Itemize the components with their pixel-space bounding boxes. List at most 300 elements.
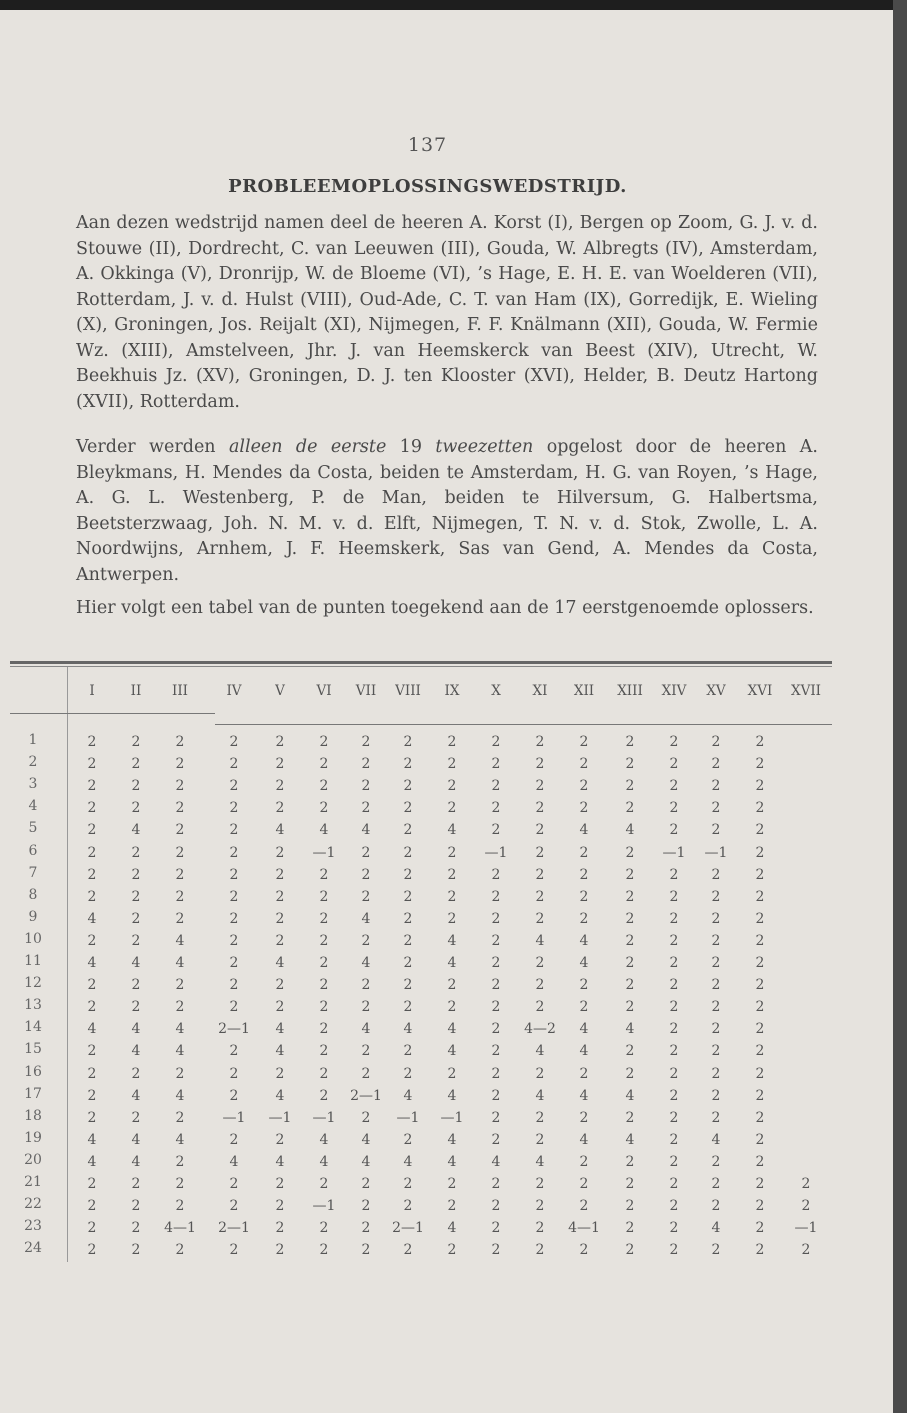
table-cell: 2 <box>229 999 239 1016</box>
table-cell: 2 <box>669 1176 679 1192</box>
table-cell: 2 <box>361 1043 371 1060</box>
table-cell: 2 <box>579 1198 589 1215</box>
table-cell: 2 <box>175 734 185 750</box>
table-cell: 2 <box>229 1242 239 1259</box>
table-cell: 2 <box>87 1109 97 1126</box>
table-cell: 2 <box>491 800 501 817</box>
row-label: 21 <box>24 1174 42 1190</box>
table-cell: 2 <box>669 1131 679 1148</box>
table-cell: 2 <box>229 734 239 750</box>
table-cell: 2 <box>87 822 97 839</box>
table-cell: 2 <box>491 1021 501 1038</box>
table-cell: 2 <box>579 1109 589 1126</box>
row-label: 7 <box>28 864 38 881</box>
table-cell: 2 <box>175 1198 185 1215</box>
table-cell: 2 <box>87 844 97 861</box>
table-cell: 2 <box>755 844 765 861</box>
table-cell: 4 <box>361 910 371 927</box>
table-cell: 2 <box>87 800 97 817</box>
table-cell: 2 <box>447 734 457 750</box>
table-cell: 4 <box>361 1021 371 1038</box>
table-cell: 2 <box>403 910 413 927</box>
table-cell: 2 <box>275 1198 285 1215</box>
table-cell: 2 <box>229 1087 239 1104</box>
table-cell: 2—1 <box>218 1220 250 1237</box>
table-cell: 2 <box>755 778 765 795</box>
table-cell: 2 <box>275 999 285 1016</box>
table-cell: 2 <box>491 1131 501 1148</box>
table-cell: 2 <box>579 1153 589 1170</box>
row-label: 18 <box>24 1107 42 1124</box>
row-label: 23 <box>24 1218 42 1235</box>
table-cell: 2 <box>625 866 635 883</box>
table-cell: 4 <box>447 1087 457 1104</box>
table-cell: 2 <box>131 1109 141 1126</box>
table-cell: 4 <box>447 1043 457 1060</box>
table-cell: 2 <box>361 1176 371 1192</box>
table-cell: 2 <box>361 1065 371 1082</box>
table-cell: 2 <box>669 1021 679 1038</box>
table-cell: —1 <box>312 1109 336 1126</box>
table-cell: 4 <box>275 1021 285 1038</box>
table-cell: 4 <box>403 1021 413 1038</box>
table-cell: 2 <box>447 1242 457 1259</box>
table-cell: 2 <box>491 999 501 1016</box>
table-cell: 2 <box>669 866 679 883</box>
table-cell: 4 <box>535 1043 545 1060</box>
table-cell: 2 <box>625 1153 635 1170</box>
table-cell: 2 <box>361 999 371 1016</box>
table-cell: 2 <box>175 1176 185 1192</box>
table-cell: 4 <box>711 1220 721 1237</box>
table-cell: 2 <box>87 1198 97 1215</box>
table-cell: 2 <box>491 866 501 883</box>
table-cell: 2 <box>403 1043 413 1060</box>
table-cell: 2 <box>711 888 721 905</box>
table-cell: 2 <box>87 734 97 750</box>
table-cell: 2 <box>755 1131 765 1148</box>
table-cell: 2 <box>175 999 185 1016</box>
table-cell: 4 <box>175 1043 185 1060</box>
table-cell: 2 <box>755 1109 765 1126</box>
table-cell: 4 <box>711 1131 721 1148</box>
table-cell: 2 <box>229 955 239 971</box>
table-cell: 4 <box>275 1043 285 1060</box>
table-cell: 2 <box>447 999 457 1016</box>
row-label: 16 <box>24 1063 42 1080</box>
table-cell: 2 <box>579 866 589 883</box>
table-cell: 4 <box>131 1131 141 1148</box>
table-cell: 4 <box>175 1021 185 1038</box>
row-label: 17 <box>24 1085 42 1102</box>
table-cell: 2 <box>535 1109 545 1126</box>
page-heading: PROBLEEMOPLOSSINGSWEDSTRIJD. <box>228 176 627 197</box>
table-cell: 2 <box>491 1220 501 1237</box>
table-cell: 2 <box>535 1242 545 1259</box>
table-cell: 4 <box>447 1021 457 1038</box>
table-cell: 2 <box>711 1242 721 1259</box>
table-cell: 2 <box>669 756 679 773</box>
table-cell: 2 <box>711 1109 721 1126</box>
table-cell: 2 <box>87 1220 97 1237</box>
table-cell: 4 <box>579 955 589 971</box>
table-cell: 2 <box>319 1176 329 1192</box>
table-cell: 2 <box>755 1153 765 1170</box>
table-cell: 2 <box>131 910 141 927</box>
table-cell: 2 <box>403 999 413 1016</box>
scan-right-border <box>893 0 907 1413</box>
table-cell: 2 <box>403 1176 413 1192</box>
table-cell: 2 <box>755 1065 765 1082</box>
table-cell: 4 <box>131 1021 141 1038</box>
column-header: XIV <box>661 683 687 699</box>
table-cell: 2 <box>447 778 457 795</box>
table-cell: 4 <box>579 1131 589 1148</box>
table-cell: 2 <box>669 778 679 795</box>
italic-two-movers: tweezetten <box>435 437 534 457</box>
table-cell: 2 <box>625 844 635 861</box>
table-cell: 2 <box>175 822 185 839</box>
table-cell: 2 <box>711 977 721 994</box>
table-cell: 4 <box>625 822 635 839</box>
table-cell: 2—1 <box>392 1220 424 1237</box>
table-cell: 2 <box>491 1109 501 1126</box>
table-cell: 2 <box>87 932 97 949</box>
table-cell: 4 <box>275 955 285 971</box>
table-cell: 4 <box>275 1087 285 1104</box>
table-cell: 2 <box>319 1087 329 1104</box>
table-cell: 2 <box>669 1065 679 1082</box>
table-cell: 2 <box>403 844 413 861</box>
table-cell: 2 <box>87 1043 97 1060</box>
table-cell: 2 <box>175 888 185 905</box>
row-label: 24 <box>24 1240 42 1257</box>
table-cell: 2 <box>669 1043 679 1060</box>
table-cell: 2 <box>669 1242 679 1259</box>
table-cell: 2 <box>755 866 765 883</box>
table-cell: 2 <box>535 734 545 750</box>
table-cell: 2 <box>711 955 721 971</box>
table-cell: 2 <box>87 1242 97 1259</box>
table-cell: 2 <box>275 800 285 817</box>
table-cell: 2 <box>491 888 501 905</box>
table-cell: 2 <box>669 977 679 994</box>
table-cell: —1 <box>484 844 508 861</box>
table-cell: 2 <box>87 999 97 1016</box>
table-cell: 2 <box>403 1198 413 1215</box>
table-cell: 2 <box>275 778 285 795</box>
table-cell: 4—2 <box>524 1021 556 1038</box>
row-label: 4 <box>28 798 38 815</box>
table-cell: —1 <box>396 1109 420 1126</box>
table-cell: 2 <box>491 1065 501 1082</box>
table-cell: 4 <box>87 1021 97 1038</box>
table-cell: 2 <box>535 1176 545 1192</box>
table-cell: 2 <box>669 955 679 971</box>
table-cell: 2 <box>535 1131 545 1148</box>
paragraph-participants: Aan dezen wedstrijd namen deel de heeren A. Korst (I), Bergen op Zoom, G. J. v. d. Stouwe (II), Dordrecht, C. van Leeuwen (III), Gouda, W. Albregts (IV), Amsterdam, A. Okkinga (V), Dronrijp, W. de Bloeme (VI), ’s Hage, E. H. E. van Woelderen (VII), Rotterdam, J. v. d. Hulst (VIII), Oud-Ade, C. T. van Ham (IX), Gorredijk, E. Wieling (X), Groningen, Jos. Reijalt (XI), Nijmegen, F. F. Knälmann (XII), Gouda, W. Fermie Wz. (XIII), Amstelveen, Jhr. J. van Heemskerck van Beest (XIV), Utrecht, W. Beekhuis Jz. (XV), Groningen, D. J. ten Klooster (XVI), Helder, B. Deutz Hartong (XVII), Rotterdam. <box>76 213 818 412</box>
table-cell: 4 <box>447 932 457 949</box>
table-cell: 2 <box>491 1242 501 1259</box>
table-cell: 2 <box>669 1220 679 1237</box>
table-cell: 2 <box>491 977 501 994</box>
row-label: 9 <box>28 908 38 925</box>
table-cell: 2 <box>669 734 679 750</box>
table-cell: 2 <box>669 1087 679 1104</box>
table-cell: 2 <box>579 1242 589 1259</box>
table-cell: 2 <box>175 1242 185 1259</box>
table-cell: 2 <box>175 778 185 795</box>
table-cell: 2 <box>175 910 185 927</box>
table-cell: 2 <box>755 1043 765 1060</box>
table-cell: 2 <box>625 1198 635 1215</box>
table-cell: 2 <box>361 1242 371 1259</box>
table-cell: 2 <box>87 756 97 773</box>
table-cell: 2 <box>319 910 329 927</box>
table-cell: 2 <box>755 1198 765 1215</box>
table-cell: 2 <box>801 1176 811 1192</box>
paragraph-partial-solvers-after: opgelost door de heeren A. Bleykmans, H. Mendes da Costa, beiden te Amsterdam, H. G. van Royen, ’s Hage, A. G. L. Westenberg, P. de Man, beiden te Hilversum, G. Halbertsma, Beetsterzwaag, Joh. N. M. v. d. Elft, Nijmegen, T. N. v. d. Stok, Zwolle, L. A. Noordwijns, Arnhem, J. F. Heemskerk, Sas van Gend, A. Mendes da Costa, Antwerpen. <box>76 437 818 585</box>
table-cell: 4—1 <box>568 1220 600 1237</box>
table-cell: 2 <box>625 1109 635 1126</box>
row-label: 3 <box>28 776 38 793</box>
table-cell: 2 <box>535 822 545 839</box>
table-cell: 4—1 <box>164 1220 196 1237</box>
row-label: 19 <box>24 1129 42 1146</box>
table-cell: 2 <box>579 800 589 817</box>
table-cell: 4 <box>87 955 97 971</box>
table-cell: 2 <box>535 844 545 861</box>
table-cell: 4 <box>175 1087 185 1104</box>
table-cell: 2 <box>535 1065 545 1082</box>
table-cell: 4 <box>131 1087 141 1104</box>
table-cell: 2 <box>711 1043 721 1060</box>
column-header: XVII <box>790 683 822 699</box>
table-cell: 2 <box>87 1065 97 1082</box>
table-cell: 2 <box>229 778 239 795</box>
table-cell: 2 <box>711 1021 721 1038</box>
table-cell: 2 <box>535 1220 545 1237</box>
table-cell: 2 <box>361 844 371 861</box>
table-cell: 2 <box>625 1220 635 1237</box>
scan-top-border <box>0 0 907 10</box>
table-cell: 2 <box>447 1198 457 1215</box>
table-cell: —1 <box>440 1109 464 1126</box>
table-cell: 2—1 <box>218 1021 250 1038</box>
table-cell: 2 <box>229 756 239 773</box>
table-cell: 2 <box>447 844 457 861</box>
table-cell: 2 <box>403 1065 413 1082</box>
table-cell: 2 <box>131 932 141 949</box>
table-cell: 2 <box>755 822 765 839</box>
column-header: II <box>130 683 142 699</box>
table-cell: 2 <box>491 822 501 839</box>
table-cell: 2 <box>175 1109 185 1126</box>
table-cell: 2 <box>131 977 141 994</box>
table-cell: 2 <box>535 888 545 905</box>
table-cell: 2 <box>669 800 679 817</box>
table-cell: 2 <box>229 1198 239 1215</box>
table-cell: 2 <box>175 866 185 883</box>
table-cell: 2 <box>229 910 239 927</box>
row-label: 5 <box>28 820 38 837</box>
table-cell: 2 <box>579 734 589 750</box>
table-cell: 4 <box>403 1087 413 1104</box>
table-cell: 4 <box>87 1153 97 1170</box>
table-cell: 2 <box>625 1065 635 1082</box>
table-cell: 2 <box>319 932 329 949</box>
table-cell: 4 <box>447 1220 457 1237</box>
table-cell: 2 <box>175 844 185 861</box>
table-cell: 2 <box>755 888 765 905</box>
book-page <box>0 10 893 1413</box>
table-cell: 2 <box>579 888 589 905</box>
table-cell: 2 <box>711 910 721 927</box>
table-cell: —1 <box>312 844 336 861</box>
row-label: 13 <box>24 997 42 1014</box>
paragraph-partial-solvers-middle: 19 <box>386 437 436 457</box>
table-cell: 2 <box>229 844 239 861</box>
table-cell: —1 <box>312 1198 336 1215</box>
table-cell: 2 <box>275 1176 285 1192</box>
table-cell: 2 <box>535 1198 545 1215</box>
table-cell: 2 <box>131 1176 141 1192</box>
column-header: IV <box>226 683 242 699</box>
table-cell: 2 <box>755 1087 765 1104</box>
table-cell: 2 <box>447 888 457 905</box>
table-cell: 2 <box>275 734 285 750</box>
table-cell: 2 <box>361 932 371 949</box>
table-cell: 2 <box>711 822 721 839</box>
row-label: 8 <box>28 886 38 903</box>
table-cell: 2 <box>275 1065 285 1082</box>
table-cell: 2 <box>801 1198 811 1215</box>
table-cell: 2 <box>87 778 97 795</box>
column-header: XII <box>573 683 595 699</box>
column-header: XIII <box>617 683 643 699</box>
table-cell: —1 <box>794 1220 818 1237</box>
table-cell: 2 <box>131 1242 141 1259</box>
table-cell: 2 <box>755 1021 765 1038</box>
table-cell: 2 <box>131 888 141 905</box>
table-cell: 2 <box>361 756 371 773</box>
table-cell: 2 <box>87 866 97 883</box>
table-cell: 2 <box>535 999 545 1016</box>
table-cell: 2 <box>579 999 589 1016</box>
table-cell: 2 <box>755 932 765 949</box>
table-cell: 2 <box>229 888 239 905</box>
table-cell: 2 <box>447 977 457 994</box>
table-cell: 2 <box>175 977 185 994</box>
table-cell: 4 <box>175 1131 185 1148</box>
table-cell: 2 <box>447 866 457 883</box>
table-cell: 2 <box>131 800 141 817</box>
table-cell: 2 <box>669 932 679 949</box>
table-cell: 2 <box>491 1176 501 1192</box>
table-cell: 2 <box>491 778 501 795</box>
table-cell: 2 <box>131 866 141 883</box>
row-label: 12 <box>24 975 42 992</box>
table-cell: 2 <box>669 1198 679 1215</box>
table-cell: 2 <box>579 844 589 861</box>
table-cell: 4 <box>131 1153 141 1170</box>
table-cell: 2 <box>403 955 413 971</box>
table-cell: 2 <box>755 756 765 773</box>
table-cell: 2 <box>319 866 329 883</box>
row-label: 11 <box>24 953 42 969</box>
row-label: 2 <box>28 754 38 771</box>
table-cell: 2 <box>447 800 457 817</box>
table-cell: 2 <box>491 734 501 750</box>
points-table <box>0 10 893 1413</box>
row-label: 14 <box>24 1019 42 1036</box>
table-cell: 2 <box>711 1087 721 1104</box>
table-cell: 2 <box>229 932 239 949</box>
row-label: 6 <box>28 842 38 859</box>
table-cell: 2 <box>319 1242 329 1259</box>
table-cell: 4 <box>447 822 457 839</box>
table-cell: 4 <box>579 822 589 839</box>
table-cell: 4 <box>131 822 141 839</box>
table-cell: 2 <box>535 910 545 927</box>
table-cell: 2 <box>447 756 457 773</box>
table-cell: 4 <box>131 955 141 971</box>
table-cell: 2 <box>319 888 329 905</box>
table-cell: 2 <box>403 734 413 750</box>
table-cell: 2 <box>229 1065 239 1082</box>
column-header: VII <box>355 683 377 699</box>
table-cell: 2 <box>275 756 285 773</box>
table-cell: 2 <box>275 910 285 927</box>
page-number: 137 <box>407 134 448 156</box>
table-cell: 2 <box>755 977 765 994</box>
table-cell: 2 <box>625 932 635 949</box>
table-cell: 2 <box>229 977 239 994</box>
row-label: 20 <box>24 1151 42 1168</box>
table-cell: 2 <box>711 932 721 949</box>
table-cell: 2 <box>755 734 765 750</box>
table-cell: 2 <box>131 1198 141 1215</box>
table-cell: 4 <box>319 822 329 839</box>
table-cell: 4 <box>87 1131 97 1148</box>
table-cell: 2 <box>625 955 635 971</box>
table-cell: 2 <box>229 1131 239 1148</box>
table-cell: 4 <box>229 1153 239 1170</box>
table-cell: 2 <box>131 1065 141 1082</box>
table-cell: 2 <box>755 955 765 971</box>
row-label: 15 <box>24 1041 42 1058</box>
row-label: 10 <box>24 930 42 947</box>
table-cell: 2 <box>625 756 635 773</box>
table-cell: 2 <box>319 1043 329 1060</box>
table-cell: 2 <box>755 1220 765 1237</box>
table-cell: 2—1 <box>350 1087 382 1104</box>
table-cell: 2 <box>403 1131 413 1148</box>
table-cell: 4 <box>175 932 185 949</box>
table-cell: 4 <box>625 1087 635 1104</box>
table-cell: 2 <box>447 1176 457 1192</box>
table-cell: 2 <box>755 1176 765 1192</box>
table-cell: 2 <box>711 1153 721 1170</box>
table-cell: 2 <box>319 1065 329 1082</box>
table-cell: 2 <box>535 977 545 994</box>
table-cell: —1 <box>704 844 728 861</box>
column-header: III <box>172 683 188 699</box>
table-cell: 2 <box>535 866 545 883</box>
table-cell: 2 <box>319 955 329 971</box>
table-cell: 2 <box>669 888 679 905</box>
table-cell: 2 <box>625 910 635 927</box>
